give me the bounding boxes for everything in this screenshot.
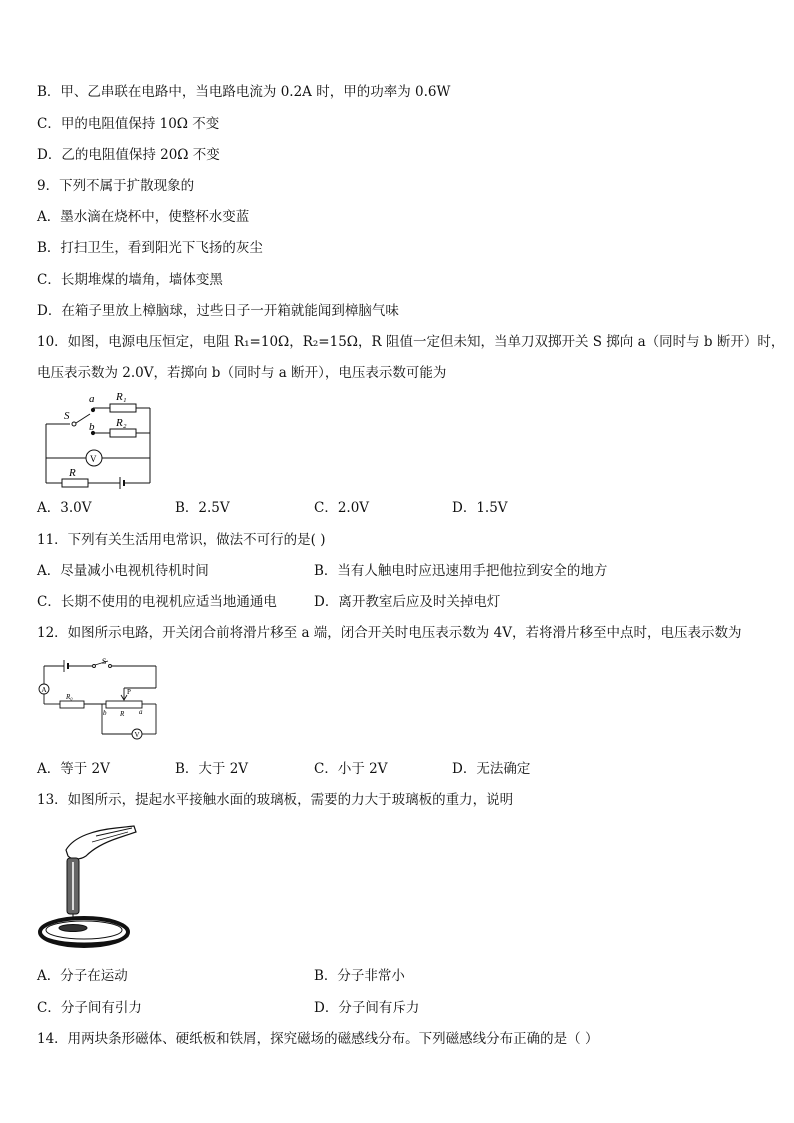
q13-option-b: B．分子非常小 [314, 968, 405, 984]
q13-option-c: C．分子间有引力 [37, 1000, 142, 1016]
q13-glass-plate-illustration [36, 822, 146, 952]
q10-label-b: b [89, 421, 95, 433]
q13-option-a: A．分子在运动 [37, 968, 128, 984]
q9-option-b: B．打扫卫生，看到阳光下飞扬的灰尘 [37, 240, 263, 256]
q12-option-d: D．无法确定 [452, 761, 531, 777]
q12-label-r0: R₀ [66, 693, 73, 701]
q11-option-d: D．离开教室后应及时关掉电灯 [314, 594, 501, 610]
q13-option-d: D．分子间有斥力 [314, 1000, 420, 1016]
q10-circuit-diagram [38, 388, 158, 492]
q12-label-v: V [134, 731, 140, 739]
q12-label-ammeter: A [41, 686, 47, 694]
q12-label-a: a [139, 708, 143, 716]
q10-option-c: C．2.0V [314, 500, 370, 516]
q11-stem: 11．下列有关生活用电常识，做法不可行的是( ) [37, 532, 326, 548]
q10-label-a: a [89, 393, 95, 405]
q10-label-r: R [69, 467, 76, 479]
q10-option-d: D．1.5V [452, 500, 508, 516]
q11-option-a: A．尽量减小电视机待机时间 [37, 563, 209, 579]
q14-stem: 14．用两块条形磁体、硬纸板和铁屑，探究磁场的磁感线分布。下列磁感线分布正确的是（ ） [37, 1031, 599, 1047]
q10-option-b: B．2.5V [175, 500, 230, 516]
q12-option-b: B．大于 2V [175, 761, 249, 777]
q12-circuit-diagram [36, 656, 164, 746]
q12-label-s: S [102, 657, 107, 666]
q13-stem: 13．如图所示，提起水平接触水面的玻璃板，需要的力大于玻璃板的重力，说明 [37, 792, 514, 808]
q10-label-r2: R₂ [116, 417, 127, 429]
q8-option-b: B．甲、乙串联在电路中，当电路电流为 0.2A 时，甲的功率为 0.6W [37, 84, 451, 100]
q11-option-b: B．当有人触电时应迅速用手把他拉到安全的地方 [314, 563, 608, 579]
q10-stem-line1: 10．如图，电源电压恒定，电阻 R₁=10Ω，R₂=15Ω，R 阻值一定但未知，当单刀双掷开关 S 掷向 a（同时与 b 断开）时， [37, 334, 785, 350]
q12-label-p: P [127, 688, 131, 696]
q10-option-a: A．3.0V [37, 500, 92, 516]
q9-option-c: C．长期堆煤的墙角，墙体变黑 [37, 272, 223, 288]
q11-option-c: C．长期不使用的电视机应适当地通通电 [37, 594, 277, 610]
q9-option-a: A．墨水滴在烧杯中，使整杯水变蓝 [37, 209, 250, 225]
q8-option-d: D．乙的电阻值保持 20Ω 不变 [37, 147, 220, 163]
q12-option-a: A．等于 2V [37, 761, 110, 777]
q10-label-s: S [64, 410, 70, 422]
q10-label-r1: R₁ [116, 391, 127, 403]
q12-label-r: R [120, 710, 125, 718]
q12-option-c: C．小于 2V [314, 761, 388, 777]
q10-stem-line2: 电压表示数为 2.0V，若掷向 b（同时与 a 断开），电压表示数可能为 [37, 365, 447, 381]
q12-label-b: b [103, 709, 107, 717]
q8-option-c: C．甲的电阻值保持 10Ω 不变 [37, 116, 220, 132]
q9-stem: 9．下列不属于扩散现象的 [37, 178, 195, 194]
q9-option-d: D．在箱子里放上樟脑球，过些日子一开箱就能闻到樟脑气味 [37, 303, 399, 319]
q10-label-v: V [90, 454, 97, 464]
q12-stem: 12．如图所示电路，开关闭合前将滑片移至 a 端，闭合开关时电压表示数为 4V，若将滑片移至中点时，电压表示数为 [37, 625, 742, 641]
